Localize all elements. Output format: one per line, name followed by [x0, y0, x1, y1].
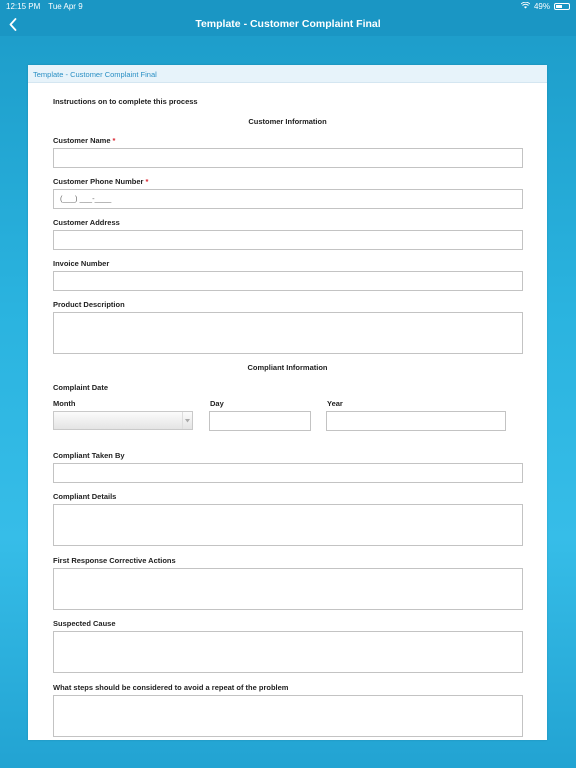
day-input[interactable] [209, 411, 311, 431]
nav-bar [0, 12, 576, 36]
year-label: Year [327, 399, 343, 408]
chevron-left-icon [9, 18, 17, 31]
avoid-repeat-label: What steps should be considered to avoid a repeat of the problem [53, 683, 289, 692]
chevron-down-icon [185, 419, 190, 423]
customer-address-label: Customer Address [53, 218, 120, 227]
complaint-details-textarea[interactable] [53, 504, 523, 546]
status-time: 12:15 PM [6, 1, 41, 11]
required-mark: * [112, 136, 116, 145]
customer-name-input[interactable] [53, 148, 523, 168]
card-header: Template - Customer Complaint Final [28, 65, 547, 83]
month-label: Month [53, 399, 76, 408]
year-input[interactable] [326, 411, 506, 431]
back-button[interactable] [4, 14, 22, 34]
customer-phone-label [53, 177, 148, 186]
section-complaint-info: Compliant Information [247, 363, 328, 372]
complaint-taken-by-label: Compliant Taken By [53, 451, 125, 460]
avoid-repeat-textarea[interactable] [53, 695, 523, 737]
customer-name-label-text: Customer Name [53, 136, 111, 145]
suspected-cause-label: Suspected Cause [53, 619, 116, 628]
battery-icon [554, 3, 570, 10]
complaint-details-label: Compliant Details [53, 492, 117, 501]
battery-percent: 49% [533, 1, 550, 11]
wifi-icon [521, 2, 530, 11]
customer-name-label [53, 136, 115, 145]
instructions-text: Instructions on to complete this process [53, 97, 198, 106]
status-date: Tue Apr 9 [48, 1, 83, 11]
form-card [28, 65, 547, 740]
complaint-date-label: Complaint Date [53, 383, 109, 392]
invoice-number-label: Invoice Number [53, 259, 110, 268]
status-bar [0, 0, 576, 12]
customer-phone-input[interactable] [53, 189, 523, 209]
customer-phone-label-text: Customer Phone Number [53, 177, 144, 186]
day-label: Day [210, 399, 224, 408]
customer-address-input[interactable] [53, 230, 523, 250]
suspected-cause-textarea[interactable] [53, 631, 523, 673]
invoice-number-input[interactable] [53, 271, 523, 291]
required-mark: * [145, 177, 149, 186]
product-description-label: Product Description [53, 300, 125, 309]
product-description-textarea[interactable] [53, 312, 523, 354]
section-customer-info: Customer Information [248, 117, 327, 126]
month-select[interactable] [53, 411, 193, 430]
phone-placeholder: (___) ___-____ [60, 194, 112, 203]
page-title: Template - Customer Complaint Final [195, 18, 381, 30]
complaint-taken-by-input[interactable] [53, 463, 523, 483]
first-response-textarea[interactable] [53, 568, 523, 610]
first-response-label: First Response Corrective Actions [53, 556, 176, 565]
